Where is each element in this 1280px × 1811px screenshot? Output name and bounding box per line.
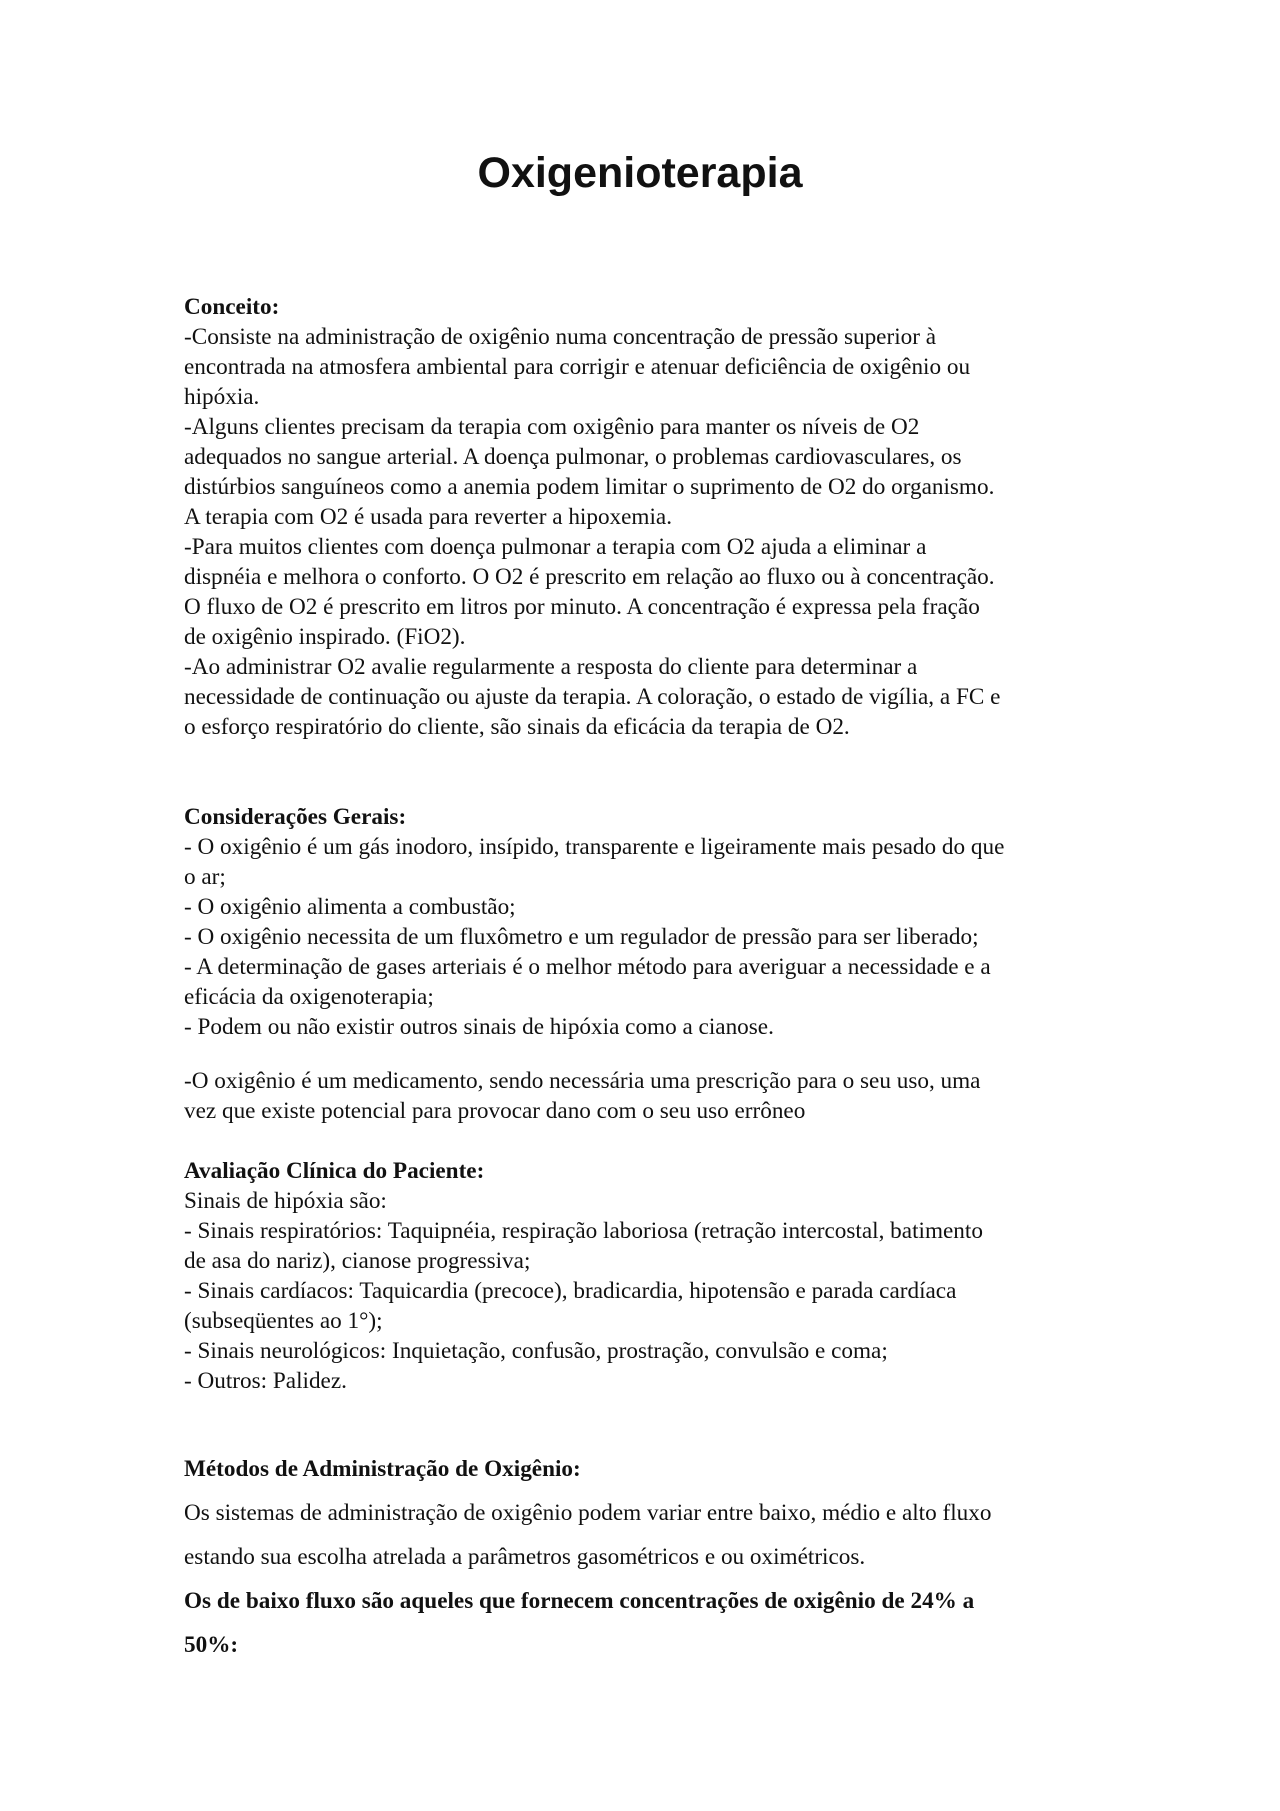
paragraph-line: dispnéia e melhora o conforto. O O2 é prescrito em relação ao fluxo ou à concentração. (184, 564, 995, 590)
paragraph-line: distúrbios sanguíneos como a anemia podem limitar o suprimento de O2 do organismo. (184, 474, 995, 500)
list-line: - Sinais cardíacos: Taquicardia (precoce), bradicardia, hipotensão e parada cardíaca (184, 1278, 957, 1304)
paragraph-line: necessidade de continuação ou ajuste da terapia. A coloração, o estado de vigília, a FC e (184, 684, 1001, 710)
list-line: - Sinais neurológicos: Inquietação, confusão, prostração, convulsão e coma; (184, 1338, 888, 1364)
bold-paragraph-line: Os de baixo fluxo são aqueles que fornecem concentrações de oxigênio de 24% a (184, 1588, 975, 1614)
list-line: - O oxigênio alimenta a combustão; (184, 894, 516, 920)
paragraph-line: -O oxigênio é um medicamento, sendo necessária uma prescrição para o seu uso, uma (184, 1068, 981, 1094)
paragraph-line: -Alguns clientes precisam da terapia com oxigênio para manter os níveis de O2 (184, 414, 920, 440)
list-line: - Sinais respiratórios: Taquipnéia, respiração laboriosa (retração intercostal, batimento (184, 1218, 983, 1244)
section-conceito (184, 292, 1104, 742)
paragraph-line: hipóxia. (184, 384, 260, 410)
section-heading: Conceito: (184, 294, 280, 320)
bold-paragraph-line: 50%: (184, 1632, 239, 1658)
paragraph-line: Sinais de hipóxia são: (184, 1188, 387, 1214)
paragraph-line: Os sistemas de administração de oxigênio podem variar entre baixo, médio e alto fluxo (184, 1500, 992, 1526)
section-metodos (184, 1454, 1104, 1660)
paragraph-line: -Consiste na administração de oxigênio numa concentração de pressão superior à (184, 324, 937, 350)
paragraph-line: -Para muitos clientes com doença pulmonar a terapia com O2 ajuda a eliminar a (184, 534, 927, 560)
paragraph-line: O fluxo de O2 é prescrito em litros por minuto. A concentração é expressa pela fração (184, 594, 980, 620)
list-line: eficácia da oxigenoterapia; (184, 984, 434, 1010)
paragraph-line: encontrada na atmosfera ambiental para corrigir e atenuar deficiência de oxigênio ou (184, 354, 971, 380)
paragraph-line: de oxigênio inspirado. (FiO2). (184, 624, 466, 650)
paragraph-line: o esforço respiratório do cliente, são sinais da eficácia da terapia de O2. (184, 714, 850, 740)
paragraph-line: vez que existe potencial para provocar dano com o seu uso errôneo (184, 1098, 806, 1124)
paragraph-line: adequados no sangue arterial. A doença pulmonar, o problemas cardiovasculares, os (184, 444, 962, 470)
paragraph-line: A terapia com O2 é usada para reverter a hipoxemia. (184, 504, 673, 530)
list-line: (subseqüentes ao 1°); (184, 1308, 383, 1334)
document-body (184, 292, 1104, 1660)
section-heading: Considerações Gerais: (184, 804, 407, 830)
paragraph-line: -Ao administrar O2 avalie regularmente a resposta do cliente para determinar a (184, 654, 918, 680)
section-heading: Métodos de Administração de Oxigênio: (184, 1456, 581, 1482)
list-line: - A determinação de gases arteriais é o melhor método para averiguar a necessidade e a (184, 954, 991, 980)
list-line: - O oxigênio é um gás inodoro, insípido, transparente e ligeiramente mais pesado do que (184, 834, 1005, 860)
page-title: Oxigenioterapia (477, 149, 803, 197)
list-line: - Podem ou não existir outros sinais de hipóxia como a cianose. (184, 1014, 774, 1040)
list-line: de asa do nariz), cianose progressiva; (184, 1248, 531, 1274)
paragraph-line: estando sua escolha atrelada a parâmetros gasométricos e ou oximétricos. (184, 1544, 866, 1570)
list-line: o ar; (184, 864, 226, 890)
section-consideracoes (184, 802, 1104, 1126)
section-avaliacao (184, 1156, 1104, 1396)
section-heading: Avaliação Clínica do Paciente: (184, 1158, 485, 1184)
list-line: - O oxigênio necessita de um fluxômetro e um regulador de pressão para ser liberado; (184, 924, 979, 950)
list-line: - Outros: Palidez. (184, 1368, 347, 1394)
